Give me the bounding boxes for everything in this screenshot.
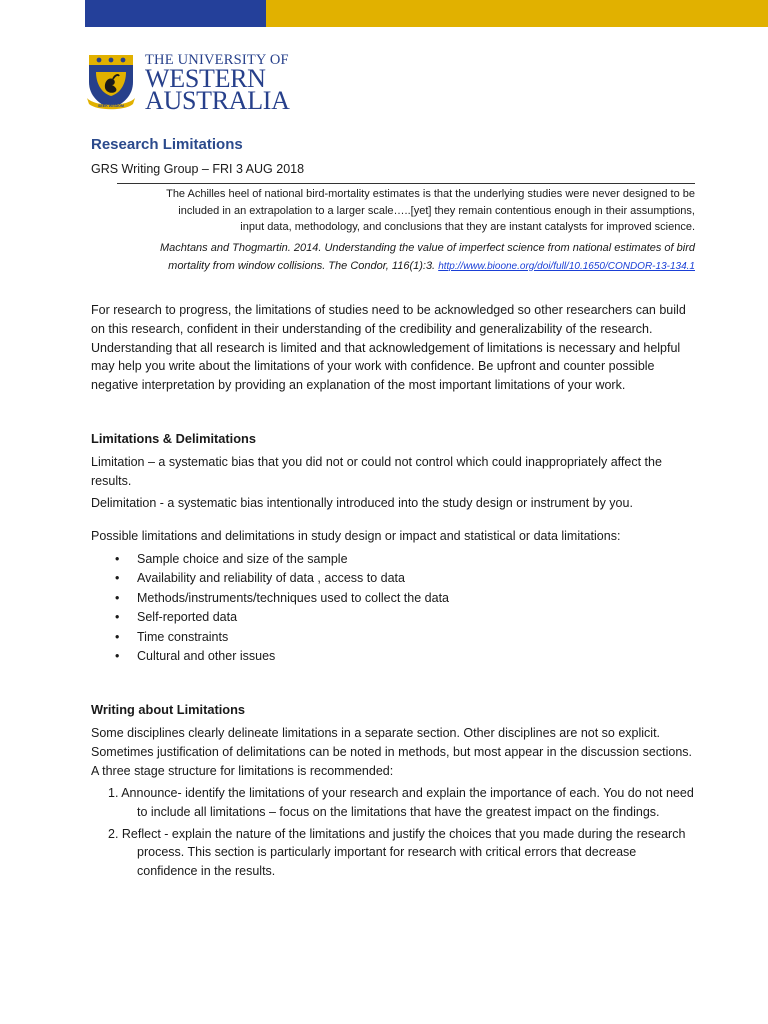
list-item-text: Sample choice and size of the sample	[137, 552, 348, 566]
page-subtitle: GRS Writing Group – FRI 3 AUG 2018	[91, 162, 305, 176]
quote-line-2: included in an extrapolation to a larger scale…..[yet] they remain contentious enough in their assumptions,	[178, 204, 695, 217]
list-item	[91, 608, 449, 627]
list-item	[91, 569, 449, 588]
citation-link[interactable]: http://www.bioone.org/doi/full/10.1650/CONDOR-13-134.1	[438, 260, 695, 272]
delimitation-definition: Delimitation - a systematic bias intentionally introduced into the study design or instrument by you.	[91, 496, 633, 510]
bullet-glyph: •	[115, 571, 120, 586]
list-item: 1. Announce- identify the limitations of your research and explain the importance of each. You do not need to include all limitations – focus on the limitations that have the greatest impact on the findings.	[108, 786, 694, 819]
section-heading-writing: Writing about Limitations	[91, 702, 246, 717]
quote-line-3: input data, methodology, and conclusions that they are instant catalysts for improved science.	[240, 221, 695, 233]
list-item	[91, 550, 449, 569]
quote-citation	[110, 240, 695, 275]
bullet-glyph: •	[115, 590, 120, 605]
possible-limitations-intro: Possible limitations and delimitations in study design or impact and statistical or data limitations:	[91, 529, 621, 543]
epigraph-quote	[110, 186, 695, 236]
list-item-text: Methods/instruments/techniques used to collect the data	[137, 590, 449, 605]
bullet-glyph: •	[115, 629, 120, 644]
citation-line-2: mortality from window collisions. The Condor, 116(1):3.	[168, 259, 436, 272]
bullet-glyph: •	[115, 552, 120, 566]
list-item: 2. Reflect - explain the nature of the limitations and justify the choices that you made during the research process. This section is particularly important for research with critical errors that decrease confidence in the results.	[108, 826, 686, 879]
university-logo	[85, 52, 290, 115]
list-item-text: Cultural and other issues	[137, 648, 276, 663]
bullet-glyph: •	[115, 610, 120, 625]
crest-motto: SEEK WISDOM	[98, 104, 124, 108]
logo-wordmark	[145, 52, 290, 115]
writing-intro-paragraph: Some disciplines clearly delineate limitations in a separate section. Other disciplines are not so explicit. Sometimes justification of delimitations can be noted in methods, but most appear in the discussion sections. A three stage structure for limitations is recommended:	[91, 726, 693, 778]
bullet-glyph: •	[115, 648, 120, 663]
logo-line2: WESTERN	[145, 63, 266, 93]
limitations-list	[91, 550, 449, 666]
page-title: Research Limitations	[91, 136, 243, 153]
list-item	[91, 589, 449, 608]
header-color-bar	[85, 0, 768, 27]
header-bar-gold	[266, 0, 768, 27]
logo-line1: THE UNIVERSITY OF	[145, 52, 289, 68]
quote-line-1: The Achilles heel of national bird-mortality estimates is that the underlying studies were never designed to be	[166, 188, 695, 200]
list-item-text: Availability and reliability of data , access to data	[137, 571, 405, 586]
citation-line-1: Machtans and Thogmartin. 2014. Understanding the value of imperfect science from national estimates of bird	[159, 242, 695, 254]
header-bar-blue	[85, 0, 266, 27]
section-heading-limitations: Limitations & Delimitations	[91, 431, 256, 446]
logo-line3: AUSTRALIA	[145, 85, 290, 115]
list-item	[91, 628, 449, 647]
intro-paragraph: For research to progress, the limitations of studies need to be acknowledged so other researchers can build on this research, confident in their understanding of the credibility and generalizability of the research. Understanding that all research is limited and that acknowledgement of limitations is necessary and helpful may help you write about the limitations of your work with confidence. Be upfront and counter possible negative interpretation by providing an explanation of the most important limitations of your work.	[91, 303, 686, 393]
list-item-text: Time constraints	[137, 629, 229, 644]
limitation-definition: Limitation – a systematic bias that you did not or could not control which could inappropriately affect the results.	[91, 455, 662, 488]
stage-steps-list	[91, 784, 695, 884]
list-item-text: Self-reported data	[137, 610, 238, 625]
list-item	[91, 647, 449, 666]
crest-icon	[85, 52, 137, 112]
divider	[117, 183, 695, 184]
